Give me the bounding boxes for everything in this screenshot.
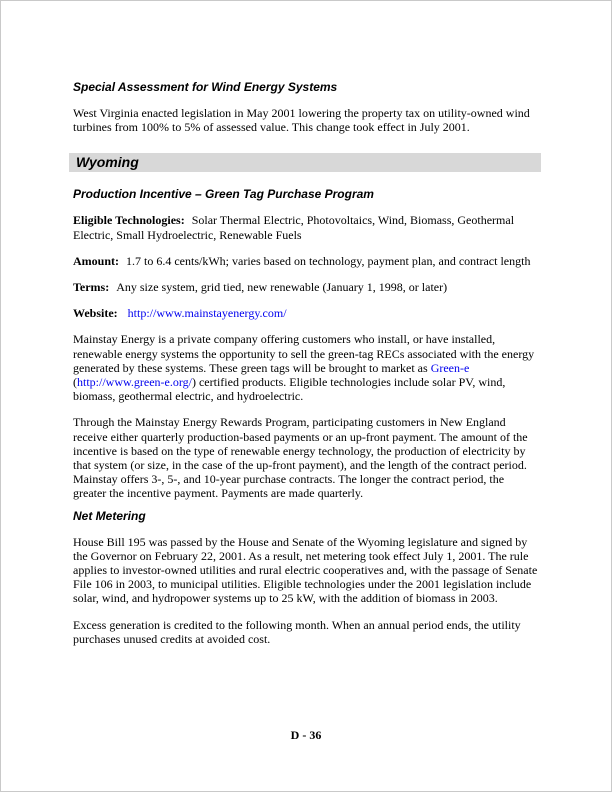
field-eligible-technologies — [73, 213, 540, 241]
mainstay-text-after-link: ) certified products. Eligible technologies include solar PV, wind, biomass, geothermal electric, and hydroelectric. — [73, 375, 506, 404]
section-header-wyoming: Wyoming — [69, 153, 541, 172]
field-value-amount: 1.7 to 6.4 cents/kWh; varies based on technology, payment plan, and contract length — [126, 253, 531, 268]
page-number: D - 36 — [290, 728, 322, 742]
mainstay-text-before-link: Mainstay Energy is a private company offering customers who install, or have installed, renewable energy systems the opportunity to sell the green-tag RECs associated with the energy generated by these systems. These green tags will be brought to market as — [73, 332, 535, 375]
heading-production-incentive: Production Incentive – Green Tag Purchase Program — [73, 187, 374, 202]
mainstay-energy-website-link[interactable]: http://www.mainstayenergy.com/ — [127, 306, 287, 321]
page-content — [1, 1, 611, 646]
field-website — [73, 306, 540, 320]
field-label-amount: Amount: — [73, 253, 120, 268]
field-label-website: Website: — [73, 306, 118, 321]
paragraph-house-bill: House Bill 195 was passed by the House and Senate of the Wyoming legislature and signed by the Governor on February 22, 2001. As a result, net metering took effect July 1, 2001. The rule applies to investor-owned utilities and rural electric cooperatives and, with the passage of Senate File 106 in 2003, to municipal utilities. Eligible technologies under the 2001 legislation include solar, wind, and hydropower systems up to 25 kW, with the addition of biomass in 2003. — [73, 534, 538, 606]
paragraph-rewards-program: Through the Mainstay Energy Rewards Program, participating customers in New England receive either quarterly production-based payments or an up-front payment. The amount of the incentive is based on the type of renewable energy technology, the production of electricity by that system (or size, in the case of the up-front payment), and the length of the contract period. Mainstay offers 3-, 5-, and 10-year purchase contracts. The longer the contract period, the greater the incentive payment. Payments are made quarterly. — [73, 415, 528, 501]
field-value-terms: Any size system, grid tied, new renewable (January 1, 1998, or later) — [116, 280, 448, 295]
heading-net-metering: Net Metering — [73, 508, 146, 523]
green-e-url-link[interactable]: http://www.green-e.org/ — [77, 375, 192, 390]
green-e-link[interactable]: Green-e — [430, 360, 470, 375]
mainstay-text-between-links: ( — [73, 375, 77, 390]
paragraph-excess-generation: Excess generation is credited to the following month. When an annual period ends, the utility purchases unused credits at avoided cost. — [73, 617, 521, 646]
field-value-eligible-technologies: Solar Thermal Electric, Photovoltaics, Wind, Biomass, Geothermal Electric, Small Hydroelectric, Renewable Fuels — [73, 213, 515, 242]
field-label-terms: Terms: — [73, 280, 110, 295]
field-amount — [73, 254, 540, 268]
paragraph-mainstay-description — [73, 332, 540, 403]
heading-special-assessment: Special Assessment for Wind Energy Systems — [73, 80, 338, 94]
field-label-eligible-technologies: Eligible Technologies: — [73, 213, 185, 228]
field-terms — [73, 280, 540, 294]
paragraph-west-virginia: West Virginia enacted legislation in May 2001 lowering the property tax on utility-owned wind turbines from 100% to 5% of assessed value. This change took effect in July 2001. — [73, 106, 530, 135]
